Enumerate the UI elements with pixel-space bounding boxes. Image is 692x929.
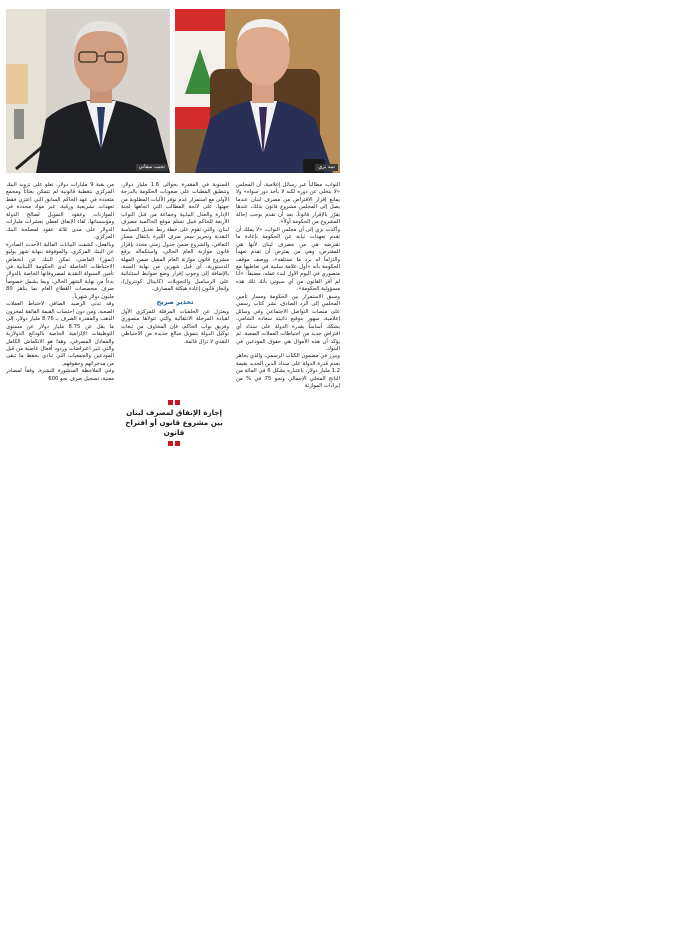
- mikati-portrait: [6, 9, 170, 173]
- paragraph: من بقية 9 مليارات دولار، تعلو على تزويد البنك المركزي بتغطية قانونية لم تتمكن بعثاتاً ومجمع متعددة في عهد الحاكم السابق التي اعتزن فقط تعهدات تشريعية ورقية، عبر مواد محددة في الموازنات وعقود التمويل لصالح الدولة ومؤسساتها، لقاء الإنفاق لغطي بعشرات مليارات الدولار على مدى ثلاثة عقود لمصلحة البنك المركزي.: [6, 182, 114, 241]
- photo-mikati: [6, 9, 170, 173]
- quote-mark-icon: [168, 400, 180, 405]
- pull-quote: [124, 400, 224, 446]
- article-column-2: [121, 182, 229, 346]
- paragraph: وبالفعل، كشفت البيانات المالية الأحدث الصادرة عن البنك المركزي، والموقوفة بنهاية شهر يوليو (تموز) الماضي، تمكن البنك عن انخفاض الاحتياطات الحاصلة لدى الحكومة اللبنانية في تأمين السيولة النقدية لمصروفاتها الخاصة بالدولار بدءاً من نهاية الشهر الحالي، وبما يشمل خصوصاً صرف مخصصات القطاع العام بما يناهز 80 مليون دولار شهرياً.: [6, 241, 114, 300]
- paragraph: النواب، مطالباً عبر رسائل إعلامية، أن المجلس «لا يتخلى عن دوره لكنه لا يأخذ دور سواه» ولا يمانع إقرار الاقتراض من مصرف لبنان عندما يصل إلى المجلس مشروع قانون بذلك، عندها يقرّر بالإقرار قانوناً، بعد أن تقدم بوجب إحالة المشروع من الحكومة أولاً».: [236, 182, 340, 226]
- article-column-3: [6, 182, 114, 383]
- berri-portrait: [175, 9, 340, 173]
- section-subheading: تحذير صريح: [156, 297, 194, 306]
- paragraph: وسبق الاستمرار بين الحكومة ومسار تأمين المجلس إلى الرد الصادق، نشر كتاب رسمي على منصات التواصل الاجتماعي وفي وسائل إعلامية، سهور بتوقيع ذاتيته سعادة الشامي، يشكك أساساً بقدرة الدولة على سداد أي اقتراض جديد من احتياطات العملات الصعبة. ثم يؤكد أن هذه الأموال هي حقوق المودعين في البنوك.: [236, 293, 340, 352]
- article-column-1: [236, 182, 340, 391]
- photo-caption-berri: نبيه بري: [315, 164, 338, 171]
- photo-caption-mikati: نجيب ميقاتي: [136, 164, 168, 171]
- paragraph: وقد تدنى الرصيد الصافي لاحتياط العملات الصعبة، ومن دون احتساب القيمة الفائقة لمخزون الذهب والمقدرة الصرف بـ 8.76 مليار دولار، إلى ما يقل عن 8.75 مليار دولار عن مستوى التوظيفات الإلزامية الخاصة بالودائع الدولارية والمعادل المصرفي، وهذا هو الانكماش الكامل والتي تثير اعتراضات وردود أفعال غاضبة من قبل المودعين والجمعيات التي تنادي بحفظ ما تبقى من مدخراتهم وحقوقهم.: [6, 301, 114, 367]
- quote-mark-icon: [168, 441, 180, 446]
- paragraph: وأكدت بري إلى أن مجلس النواب، «لا يملك أن يقدم تعهدات نيابة عن الحكومة بإعادة ما تقترضه هي من مصرف لبنان لأنها هي المقترض، وهي من يفترض أن تقدم تعهداً والتزاماً له برد ما تستلفه»، ووصف موقف الحكومة بأنه «أول علامة سلبية في تعاطيها مع منصوري في اليوم الأول لبدء عمله، مضيفاً: «أنا لم أقر القانون من أي سيوتي بأنك تلك هذه مسؤولية الحكومة».: [236, 226, 340, 293]
- photo-berri: [175, 9, 340, 173]
- paragraph: ويبرز في مضمون الكتاب الرسمي، والذي يجاهر بعدم قدرة الدولة على سداد الدين الجديد بقيمة 1.2 مليار دولار، باعتباره يشكل 6 في المائة من الناتج المحلي الإجمالي ونحو 75 في % من إيرادات الموازنة: [236, 353, 340, 390]
- paragraph: ويعتزل عن الحلفيات المرقلة للمركزي الأول لقيادة المرحلة الانتقالية والتي تتولاها منصوري وفريق نواب الحاكم، فإن المخاوف من تبعات توكيل الدولة بتمويل مبالغ جديدة من الاحتياطي النقدي لا تزال قائمة.: [121, 308, 229, 345]
- pull-quote-text: إجازة الإنفاق لمصرف لبنان بين مشروع قانون أو اقتراح قانون: [125, 408, 223, 437]
- paragraph: السنوية في المقدرة بحوالى 1.6 مليار دولار، وتنطبق المطبات على صعوبات الحكومة بالدرجة الأولى مع استمرار عدم توفر الآليات المطلوبة من جهتها، على لائحة المطالب التي اتجاهها لجنة الإدارة والعدل النيابية وجماعة من قبل النواب الأربعة للحاكم قبيل تسلم موقع الحاكمية مصرف لبنان، والتي تقوم على خطة ربط تعديل السياسة النقدية وتحرير سعر صرف الليرة بانتقال مسار التعافي، والشروع ضمن جدول زمني محدد بإقرار قانون موازنة العام الحالي، واستكماله برفع مشروع قانون موازنة العام المقبل ضمن المهلة الدستورية، أي قبل شهرين من نهاية السنة، بالإضافة إلى وجوب إقرار وضع ضوابط استثنائية على الرساميل والتحويلات (كابيتال كونترول)، وإنجاز قانون إعادة هيكلة المصارف.: [121, 182, 230, 293]
- paragraph: وفي الملاحظة المنشورة للنشرة، وفقاً لمصادر معنية، تسجيل صرف نحو 600: [6, 368, 114, 382]
